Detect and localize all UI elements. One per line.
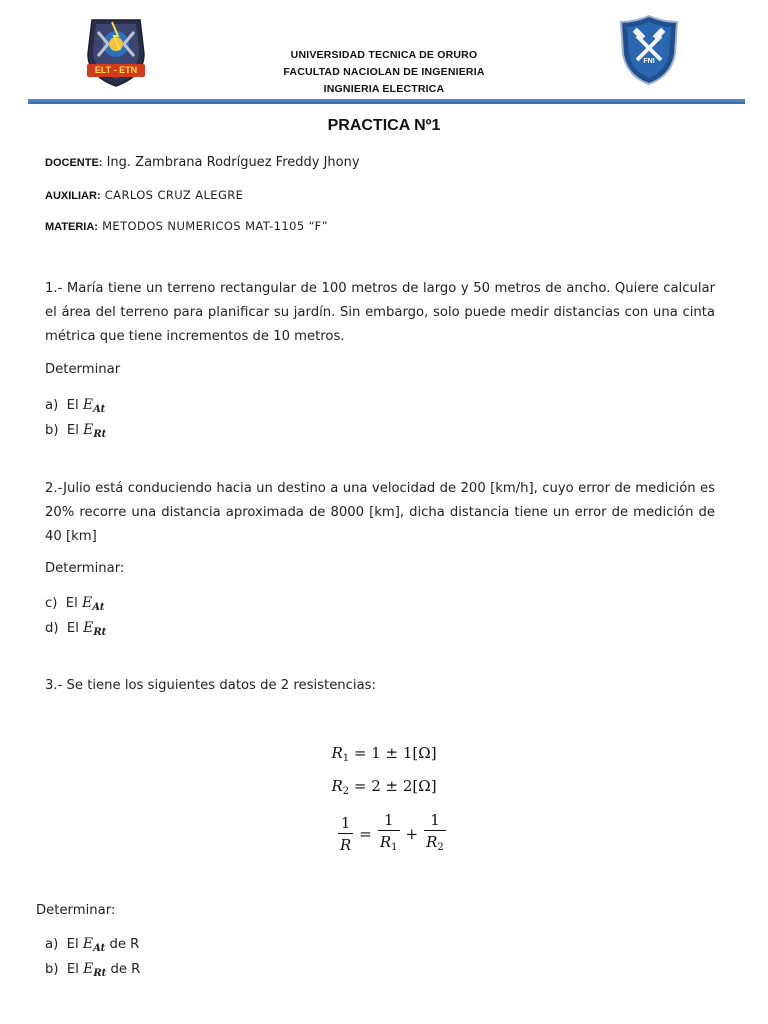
elt-etn-logo-icon bbox=[84, 14, 148, 88]
problem-2-item-d: d) El $E_{Rt}$ bbox=[45, 620, 107, 638]
page-title: PRACTICA Nº1 bbox=[327, 117, 441, 134]
equation-parallel-resistance: $\frac{1}{R}$ = $\frac{1}{R_1}$ + $\frac{1}{R_2}$ bbox=[334, 808, 450, 860]
problem-1-item-b: b) El $E_{Rt}$ bbox=[45, 422, 107, 440]
auxiliar-label: AUXILIAR: bbox=[45, 190, 101, 202]
problem-2-item-c: c) El $E_{At}$ bbox=[45, 595, 105, 613]
equation-r2: $R_2 = 2 \pm 2[\Omega]$ bbox=[331, 777, 437, 797]
fraction-1-over-r2: $\frac{1}{R_2}$ bbox=[424, 810, 446, 859]
header-divider bbox=[28, 99, 745, 104]
materia-label: MATERIA: bbox=[45, 221, 98, 233]
fraction-1-over-r: $\frac{1}{R}$ bbox=[340, 813, 352, 854]
auxiliar-row bbox=[45, 188, 243, 203]
problem-3-text: 3.- Se tiene los siguientes datos de 2 resistencias: bbox=[45, 678, 376, 693]
institution-header bbox=[200, 47, 568, 98]
equation-r1: $R_1 = 1 \pm 1[\Omega]$ bbox=[331, 744, 437, 764]
materia-row bbox=[45, 219, 328, 234]
fraction-1-over-r1: $\frac{1}{R_1}$ bbox=[378, 810, 400, 859]
problem-1-determine: Determinar bbox=[45, 362, 121, 377]
problem-1-text: 1.- María tiene un terreno rectangular de 100 metros de largo y 50 metros de ancho. Quiere calcular el área del terreno para planificar su jardín. Sin embargo, solo puede medir distancias con una cinta métrica que tiene incrementos de 10 metros. bbox=[45, 281, 715, 344]
fni-shield-logo-icon bbox=[619, 14, 679, 86]
materia-value: METODOS NUMERICOS MAT-1105 “F” bbox=[102, 219, 328, 233]
logo-left-text: ELT - ETN bbox=[94, 65, 138, 75]
header-department: INGNIERIA ELECTRICA bbox=[323, 83, 445, 95]
problem-2-text: 2.-Julio está conduciendo hacia un destino a una velocidad de 200 [km/h], cuyo error de medición es 20% recorre una distancia aproximada de 8000 [km], dicha distancia tiene un error de medición de 40 [km] bbox=[45, 481, 715, 544]
problem-2-determine: Determinar: bbox=[45, 561, 125, 576]
problem-3-item-a: a) El $E_{At}$ de R bbox=[45, 936, 140, 954]
header-university: UNIVERSIDAD TECNICA DE ORURO bbox=[290, 49, 478, 61]
auxiliar-value: CARLOS CRUZ ALEGRE bbox=[104, 188, 244, 202]
header-faculty: FACULTAD NACIOLAN DE INGENIERIA bbox=[283, 66, 485, 78]
problem-3-item-b: b) El $E_{Rt}$ de R bbox=[45, 961, 141, 979]
docente-row bbox=[45, 155, 360, 170]
docente-label: DOCENTE: bbox=[45, 157, 103, 169]
problem-3-determine: Determinar: bbox=[36, 903, 116, 918]
docente-value: Ing. Zambrana Rodríguez Freddy Jhony bbox=[106, 155, 360, 170]
logo-right-text: FNI bbox=[643, 58, 655, 65]
problem-1-item-a: a) El $E_{At}$ bbox=[45, 397, 106, 415]
